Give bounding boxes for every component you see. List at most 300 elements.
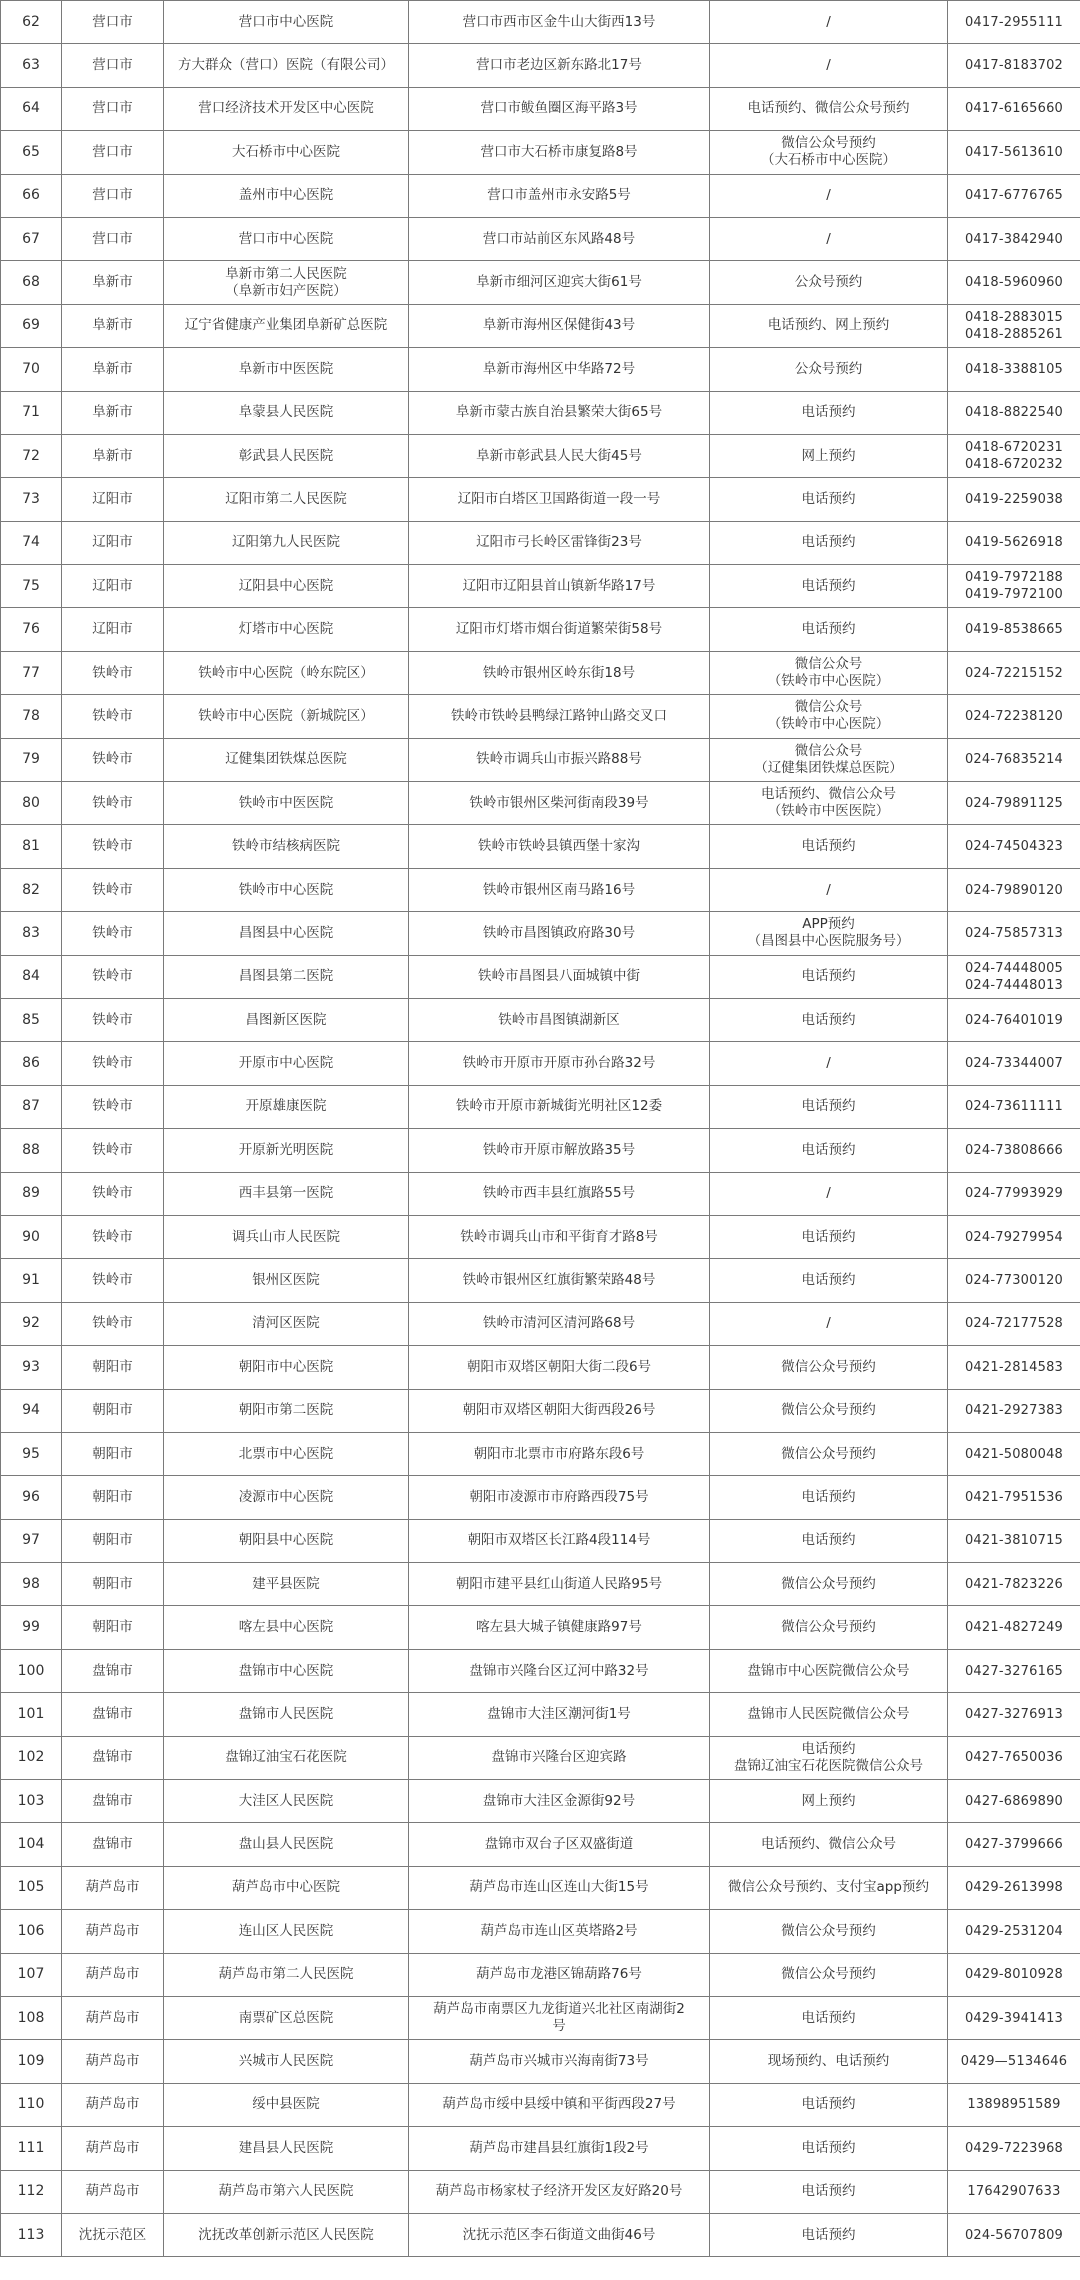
row-number: 90 <box>1 1215 62 1258</box>
phone-cell: 024-72238120 <box>948 695 1080 738</box>
table-row <box>1 1563 1080 1606</box>
address-cell: 葫芦岛市连山区连山大街15号 <box>409 1866 710 1909</box>
appointment-method-cell: 电话预约 盘锦辽油宝石花医院微信公众号 <box>710 1736 948 1779</box>
table-row <box>1 261 1080 304</box>
city-cell: 盘锦市 <box>62 1736 164 1779</box>
appointment-method-cell: 电话预约 <box>710 2083 948 2126</box>
city-cell: 葫芦岛市 <box>62 2040 164 2083</box>
table-row <box>1 955 1080 998</box>
city-cell: 铁岭市 <box>62 1042 164 1085</box>
hospital-name-cell: 绥中县医院 <box>164 2083 409 2126</box>
address-cell: 葫芦岛市南票区九龙街道兴北社区南湖街2 号 <box>409 1996 710 2039</box>
table-row <box>1 2213 1080 2256</box>
table-row <box>1 391 1080 434</box>
table-row <box>1 1346 1080 1389</box>
city-cell: 铁岭市 <box>62 1302 164 1345</box>
table-row <box>1 1172 1080 1215</box>
table-row <box>1 1432 1080 1475</box>
table-row <box>1 738 1080 781</box>
city-cell: 葫芦岛市 <box>62 2127 164 2170</box>
address-cell: 葫芦岛市龙港区锦葫路76号 <box>409 1953 710 1996</box>
row-number: 73 <box>1 478 62 521</box>
hospital-name-cell: 大石桥市中心医院 <box>164 131 409 174</box>
row-number: 100 <box>1 1649 62 1692</box>
address-cell: 盘锦市双台子区双盛街道 <box>409 1823 710 1866</box>
table-row <box>1 348 1080 391</box>
row-number: 102 <box>1 1736 62 1779</box>
row-number: 86 <box>1 1042 62 1085</box>
address-cell: 铁岭市昌图镇湖新区 <box>409 998 710 1041</box>
address-cell: 喀左县大城子镇健康路97号 <box>409 1606 710 1649</box>
table-row <box>1 868 1080 911</box>
address-cell: 铁岭市开原市新城街光明社区12委 <box>409 1085 710 1128</box>
city-cell: 葫芦岛市 <box>62 1866 164 1909</box>
address-cell: 盘锦市大洼区金源街92号 <box>409 1780 710 1823</box>
row-number: 89 <box>1 1172 62 1215</box>
address-cell: 铁岭市银州区岭东街18号 <box>409 651 710 694</box>
appointment-method-cell: / <box>710 1042 948 1085</box>
row-number: 103 <box>1 1780 62 1823</box>
city-cell: 铁岭市 <box>62 1085 164 1128</box>
city-cell: 朝阳市 <box>62 1476 164 1519</box>
hospital-name-cell: 大洼区人民医院 <box>164 1780 409 1823</box>
phone-cell: 0429-3941413 <box>948 1996 1080 2039</box>
address-cell: 朝阳市双塔区朝阳大街西段26号 <box>409 1389 710 1432</box>
phone-cell: 024-73611111 <box>948 1085 1080 1128</box>
phone-cell: 0417-3842940 <box>948 217 1080 260</box>
address-cell: 阜新市海州区保健街43号 <box>409 304 710 347</box>
appointment-method-cell: 电话预约、微信公众号预约 <box>710 87 948 130</box>
city-cell: 铁岭市 <box>62 1129 164 1172</box>
hospital-name-cell: 铁岭市中心医院（新城院区） <box>164 695 409 738</box>
appointment-method-cell: 电话预约 <box>710 998 948 1041</box>
city-cell: 铁岭市 <box>62 825 164 868</box>
appointment-method-cell: 电话预约 <box>710 1519 948 1562</box>
row-number: 98 <box>1 1563 62 1606</box>
table-row <box>1 174 1080 217</box>
address-cell: 铁岭市银州区红旗街繁荣路48号 <box>409 1259 710 1302</box>
appointment-method-cell: APP预约 （昌图县中心医院服务号） <box>710 912 948 955</box>
city-cell: 铁岭市 <box>62 782 164 825</box>
row-number: 77 <box>1 651 62 694</box>
appointment-method-cell: 网上预约 <box>710 1780 948 1823</box>
appointment-method-cell: 电话预约 <box>710 391 948 434</box>
city-cell: 朝阳市 <box>62 1606 164 1649</box>
row-number: 99 <box>1 1606 62 1649</box>
city-cell: 朝阳市 <box>62 1563 164 1606</box>
table-row <box>1 998 1080 1041</box>
city-cell: 辽阳市 <box>62 521 164 564</box>
city-cell: 阜新市 <box>62 434 164 477</box>
row-number: 72 <box>1 434 62 477</box>
phone-cell: 024-79891125 <box>948 782 1080 825</box>
city-cell: 营口市 <box>62 87 164 130</box>
hospital-name-cell: 辽阳市第二人民医院 <box>164 478 409 521</box>
table-row <box>1 131 1080 174</box>
table-row <box>1 44 1080 87</box>
hospital-name-cell: 清河区医院 <box>164 1302 409 1345</box>
address-cell: 铁岭市西丰县红旗路55号 <box>409 1172 710 1215</box>
address-cell: 阜新市蒙古族自治县繁荣大街65号 <box>409 391 710 434</box>
address-cell: 沈抚示范区李石街道文曲街46号 <box>409 2213 710 2256</box>
phone-cell: 0421-2927383 <box>948 1389 1080 1432</box>
city-cell: 营口市 <box>62 174 164 217</box>
address-cell: 铁岭市昌图镇政府路30号 <box>409 912 710 955</box>
row-number: 82 <box>1 868 62 911</box>
hospital-name-cell: 铁岭市结核病医院 <box>164 825 409 868</box>
row-number: 69 <box>1 304 62 347</box>
table-row <box>1 521 1080 564</box>
phone-cell: 024-56707809 <box>948 2213 1080 2256</box>
phone-cell: 0427-6869890 <box>948 1780 1080 1823</box>
hospital-name-cell: 朝阳县中心医院 <box>164 1519 409 1562</box>
hospital-name-cell: 昌图县中心医院 <box>164 912 409 955</box>
hospital-name-cell: 铁岭市中医医院 <box>164 782 409 825</box>
row-number: 64 <box>1 87 62 130</box>
table-row <box>1 304 1080 347</box>
address-cell: 葫芦岛市兴城市兴海南街73号 <box>409 2040 710 2083</box>
appointment-method-cell: 电话预约、网上预约 <box>710 304 948 347</box>
phone-cell: 0421-7951536 <box>948 1476 1080 1519</box>
phone-cell: 0421-5080048 <box>948 1432 1080 1475</box>
hospital-name-cell: 朝阳市第二医院 <box>164 1389 409 1432</box>
city-cell: 铁岭市 <box>62 1215 164 1258</box>
phone-cell: 0429-2531204 <box>948 1910 1080 1953</box>
table-row <box>1 1389 1080 1432</box>
phone-cell: 0429-2613998 <box>948 1866 1080 1909</box>
hospital-name-cell: 辽宁省健康产业集团阜新矿总医院 <box>164 304 409 347</box>
appointment-method-cell: 微信公众号预约 <box>710 1346 948 1389</box>
phone-cell: 024-79279954 <box>948 1215 1080 1258</box>
appointment-method-cell: 微信公众号 （铁岭市中心医院） <box>710 695 948 738</box>
appointment-method-cell: 网上预约 <box>710 434 948 477</box>
table-row <box>1 1085 1080 1128</box>
phone-cell: 024-79890120 <box>948 868 1080 911</box>
address-cell: 营口市盖州市永安路5号 <box>409 174 710 217</box>
hospital-name-cell: 盘锦辽油宝石花医院 <box>164 1736 409 1779</box>
city-cell: 葫芦岛市 <box>62 1953 164 1996</box>
row-number: 81 <box>1 825 62 868</box>
hospital-name-cell: 营口经济技术开发区中心医院 <box>164 87 409 130</box>
appointment-method-cell: 电话预约 <box>710 2213 948 2256</box>
appointment-method-cell: / <box>710 217 948 260</box>
phone-cell: 024-75857313 <box>948 912 1080 955</box>
row-number: 78 <box>1 695 62 738</box>
city-cell: 铁岭市 <box>62 1259 164 1302</box>
hospital-name-cell: 铁岭市中心医院 <box>164 868 409 911</box>
address-cell: 营口市鲅鱼圈区海平路3号 <box>409 87 710 130</box>
row-number: 97 <box>1 1519 62 1562</box>
phone-cell: 0421-2814583 <box>948 1346 1080 1389</box>
appointment-method-cell: 微信公众号预约 <box>710 1563 948 1606</box>
phone-cell: 0417-6776765 <box>948 174 1080 217</box>
appointment-method-cell: 盘锦市中心医院微信公众号 <box>710 1649 948 1692</box>
phone-cell: 0429—5134646 <box>948 2040 1080 2083</box>
hospital-name-cell: 辽健集团铁煤总医院 <box>164 738 409 781</box>
address-cell: 盘锦市兴隆台区辽河中路32号 <box>409 1649 710 1692</box>
hospital-name-cell: 建昌县人民医院 <box>164 2127 409 2170</box>
address-cell: 铁岭市昌图县八面城镇中街 <box>409 955 710 998</box>
address-cell: 铁岭市清河区清河路68号 <box>409 1302 710 1345</box>
phone-cell: 024-73344007 <box>948 1042 1080 1085</box>
city-cell: 营口市 <box>62 1 164 44</box>
phone-cell: 0427-7650036 <box>948 1736 1080 1779</box>
phone-cell: 024-73808666 <box>948 1129 1080 1172</box>
phone-cell: 0418-2883015 0418-2885261 <box>948 304 1080 347</box>
address-cell: 阜新市细河区迎宾大街61号 <box>409 261 710 304</box>
hospital-name-cell: 彰武县人民医院 <box>164 434 409 477</box>
address-cell: 辽阳市灯塔市烟台街道繁荣街58号 <box>409 608 710 651</box>
address-cell: 营口市站前区东风路48号 <box>409 217 710 260</box>
city-cell: 葫芦岛市 <box>62 1910 164 1953</box>
hospital-name-cell: 辽阳县中心医院 <box>164 565 409 608</box>
hospital-name-cell: 辽阳第九人民医院 <box>164 521 409 564</box>
row-number: 106 <box>1 1910 62 1953</box>
row-number: 63 <box>1 44 62 87</box>
phone-cell: 0421-7823226 <box>948 1563 1080 1606</box>
phone-cell: 024-76835214 <box>948 738 1080 781</box>
row-number: 104 <box>1 1823 62 1866</box>
phone-cell: 024-77300120 <box>948 1259 1080 1302</box>
phone-cell: 024-74448005 024-74448013 <box>948 955 1080 998</box>
appointment-method-cell: 电话预约 <box>710 825 948 868</box>
row-number: 111 <box>1 2127 62 2170</box>
phone-cell: 0417-2955111 <box>948 1 1080 44</box>
hospital-name-cell: 葫芦岛市第二人民医院 <box>164 1953 409 1996</box>
phone-cell: 0427-3799666 <box>948 1823 1080 1866</box>
table-row <box>1 912 1080 955</box>
hospital-name-cell: 北票市中心医院 <box>164 1432 409 1475</box>
row-number: 91 <box>1 1259 62 1302</box>
city-cell: 沈抚示范区 <box>62 2213 164 2256</box>
appointment-method-cell: 电话预约 <box>710 1259 948 1302</box>
phone-cell: 0418-5960960 <box>948 261 1080 304</box>
appointment-method-cell: 电话预约 <box>710 1996 948 2039</box>
address-cell: 铁岭市开原市开原市孙台路32号 <box>409 1042 710 1085</box>
address-cell: 铁岭市调兵山市振兴路88号 <box>409 738 710 781</box>
address-cell: 铁岭市铁岭县鸭绿江路钟山路交叉口 <box>409 695 710 738</box>
city-cell: 铁岭市 <box>62 1172 164 1215</box>
phone-cell: 0419-8538665 <box>948 608 1080 651</box>
city-cell: 辽阳市 <box>62 565 164 608</box>
city-cell: 辽阳市 <box>62 478 164 521</box>
row-number: 94 <box>1 1389 62 1432</box>
city-cell: 盘锦市 <box>62 1780 164 1823</box>
hospital-name-cell: 开原市中心医院 <box>164 1042 409 1085</box>
row-number: 67 <box>1 217 62 260</box>
city-cell: 铁岭市 <box>62 651 164 694</box>
table-row <box>1 1910 1080 1953</box>
table-row <box>1 1476 1080 1519</box>
table-row <box>1 1953 1080 1996</box>
address-cell: 盘锦市大洼区潮河街1号 <box>409 1693 710 1736</box>
table-row <box>1 1129 1080 1172</box>
city-cell: 铁岭市 <box>62 868 164 911</box>
city-cell: 辽阳市 <box>62 608 164 651</box>
row-number: 105 <box>1 1866 62 1909</box>
appointment-method-cell: 电话预约、微信公众号 （铁岭市中医医院） <box>710 782 948 825</box>
phone-cell: 0427-3276165 <box>948 1649 1080 1692</box>
city-cell: 营口市 <box>62 217 164 260</box>
address-cell: 朝阳市双塔区长江路4段114号 <box>409 1519 710 1562</box>
appointment-method-cell: 电话预约 <box>710 955 948 998</box>
phone-cell: 0419-5626918 <box>948 521 1080 564</box>
appointment-method-cell: 微信公众号预约 <box>710 1389 948 1432</box>
appointment-method-cell: 电话预约 <box>710 565 948 608</box>
table-row <box>1 1649 1080 1692</box>
phone-cell: 0429-7223968 <box>948 2127 1080 2170</box>
address-cell: 朝阳市双塔区朝阳大街二段6号 <box>409 1346 710 1389</box>
appointment-method-cell: / <box>710 1172 948 1215</box>
hospital-name-cell: 营口市中心医院 <box>164 1 409 44</box>
hospital-name-cell: 兴城市人民医院 <box>164 2040 409 2083</box>
address-cell: 葫芦岛市建昌县红旗街1段2号 <box>409 2127 710 2170</box>
hospital-name-cell: 阜蒙县人民医院 <box>164 391 409 434</box>
city-cell: 铁岭市 <box>62 912 164 955</box>
row-number: 79 <box>1 738 62 781</box>
phone-cell: 0417-5613610 <box>948 131 1080 174</box>
phone-cell: 024-77993929 <box>948 1172 1080 1215</box>
appointment-method-cell: / <box>710 868 948 911</box>
city-cell: 铁岭市 <box>62 998 164 1041</box>
table-row <box>1 1042 1080 1085</box>
hospital-name-cell: 阜新市第二人民医院 （阜新市妇产医院） <box>164 261 409 304</box>
row-number: 95 <box>1 1432 62 1475</box>
row-number: 66 <box>1 174 62 217</box>
table-row <box>1 434 1080 477</box>
phone-cell: 17642907633 <box>948 2170 1080 2213</box>
hospital-name-cell: 调兵山市人民医院 <box>164 1215 409 1258</box>
row-number: 113 <box>1 2213 62 2256</box>
phone-cell: 0417-6165660 <box>948 87 1080 130</box>
table-row <box>1 2170 1080 2213</box>
address-cell: 辽阳市辽阳县首山镇新华路17号 <box>409 565 710 608</box>
appointment-method-cell: 微信公众号 （辽健集团铁煤总医院） <box>710 738 948 781</box>
hospital-name-cell: 连山区人民医院 <box>164 1910 409 1953</box>
city-cell: 朝阳市 <box>62 1346 164 1389</box>
row-number: 88 <box>1 1129 62 1172</box>
table-row <box>1 1823 1080 1866</box>
appointment-method-cell: 电话预约 <box>710 2127 948 2170</box>
hospital-name-cell: 朝阳市中心医院 <box>164 1346 409 1389</box>
appointment-method-cell: 盘锦市人民医院微信公众号 <box>710 1693 948 1736</box>
hospital-name-cell: 盘锦市中心医院 <box>164 1649 409 1692</box>
appointment-method-cell: 微信公众号预约 <box>710 1910 948 1953</box>
appointment-method-cell: / <box>710 44 948 87</box>
row-number: 92 <box>1 1302 62 1345</box>
city-cell: 营口市 <box>62 44 164 87</box>
table-row <box>1 651 1080 694</box>
phone-cell: 0417-8183702 <box>948 44 1080 87</box>
table-row <box>1 1693 1080 1736</box>
city-cell: 铁岭市 <box>62 955 164 998</box>
phone-cell: 0421-4827249 <box>948 1606 1080 1649</box>
row-number: 75 <box>1 565 62 608</box>
row-number: 110 <box>1 2083 62 2126</box>
table-row <box>1 1215 1080 1258</box>
table-body <box>1 1 1080 2257</box>
city-cell: 朝阳市 <box>62 1432 164 1475</box>
row-number: 74 <box>1 521 62 564</box>
appointment-method-cell: / <box>710 1302 948 1345</box>
address-cell: 朝阳市建平县红山街道人民路95号 <box>409 1563 710 1606</box>
address-cell: 铁岭市银州区南马路16号 <box>409 868 710 911</box>
hospital-name-cell: 葫芦岛市第六人民医院 <box>164 2170 409 2213</box>
row-number: 85 <box>1 998 62 1041</box>
row-number: 84 <box>1 955 62 998</box>
table-row <box>1 1259 1080 1302</box>
hospital-name-cell: 银州区医院 <box>164 1259 409 1302</box>
city-cell: 铁岭市 <box>62 738 164 781</box>
phone-cell: 024-72177528 <box>948 1302 1080 1345</box>
phone-cell: 024-74504323 <box>948 825 1080 868</box>
address-cell: 铁岭市铁岭县镇西堡十家沟 <box>409 825 710 868</box>
row-number: 96 <box>1 1476 62 1519</box>
hospital-name-cell: 营口市中心医院 <box>164 217 409 260</box>
table-row <box>1 1302 1080 1345</box>
phone-cell: 0418-8822540 <box>948 391 1080 434</box>
address-cell: 葫芦岛市杨家杖子经济开发区友好路20号 <box>409 2170 710 2213</box>
appointment-method-cell: 电话预约 <box>710 521 948 564</box>
hospital-name-cell: 沈抚改革创新示范区人民医院 <box>164 2213 409 2256</box>
city-cell: 盘锦市 <box>62 1693 164 1736</box>
address-cell: 朝阳市北票市市府路东段6号 <box>409 1432 710 1475</box>
city-cell: 盘锦市 <box>62 1823 164 1866</box>
table-row <box>1 2083 1080 2126</box>
appointment-method-cell: 微信公众号预约、支付宝app预约 <box>710 1866 948 1909</box>
row-number: 87 <box>1 1085 62 1128</box>
appointment-method-cell: 电话预约 <box>710 1085 948 1128</box>
appointment-method-cell: / <box>710 1 948 44</box>
appointment-method-cell: 电话预约 <box>710 1129 948 1172</box>
city-cell: 朝阳市 <box>62 1519 164 1562</box>
address-cell: 朝阳市凌源市市府路西段75号 <box>409 1476 710 1519</box>
hospital-name-cell: 葫芦岛市中心医院 <box>164 1866 409 1909</box>
city-cell: 阜新市 <box>62 391 164 434</box>
hospital-name-cell: 开原雄康医院 <box>164 1085 409 1128</box>
appointment-method-cell: 微信公众号预约 <box>710 1606 948 1649</box>
row-number: 68 <box>1 261 62 304</box>
hospital-name-cell: 南票矿区总医院 <box>164 1996 409 2039</box>
hospital-name-cell: 西丰县第一医院 <box>164 1172 409 1215</box>
row-number: 62 <box>1 1 62 44</box>
phone-cell: 0427-3276913 <box>948 1693 1080 1736</box>
phone-cell: 0418-6720231 0418-6720232 <box>948 434 1080 477</box>
phone-cell: 0429-8010928 <box>948 1953 1080 1996</box>
phone-cell: 0419-2259038 <box>948 478 1080 521</box>
address-cell: 铁岭市开原市解放路35号 <box>409 1129 710 1172</box>
appointment-method-cell: 电话预约 <box>710 1215 948 1258</box>
phone-cell: 0421-3810715 <box>948 1519 1080 1562</box>
appointment-method-cell: 微信公众号预约 <box>710 1953 948 1996</box>
hospital-name-cell: 开原新光明医院 <box>164 1129 409 1172</box>
phone-cell: 024-76401019 <box>948 998 1080 1041</box>
phone-cell: 0419-7972188 0419-7972100 <box>948 565 1080 608</box>
address-cell: 辽阳市白塔区卫国路街道一段一号 <box>409 478 710 521</box>
appointment-method-cell: 电话预约、微信公众号 <box>710 1823 948 1866</box>
row-number: 108 <box>1 1996 62 2039</box>
hospital-name-cell: 喀左县中心医院 <box>164 1606 409 1649</box>
table-row <box>1 1996 1080 2039</box>
hospital-name-cell: 方大群众（营口）医院（有限公司） <box>164 44 409 87</box>
appointment-method-cell: 现场预约、电话预约 <box>710 2040 948 2083</box>
city-cell: 葫芦岛市 <box>62 2083 164 2126</box>
appointment-method-cell: 微信公众号预约 （大石桥市中心医院） <box>710 131 948 174</box>
hospital-name-cell: 昌图新区医院 <box>164 998 409 1041</box>
row-number: 107 <box>1 1953 62 1996</box>
appointment-method-cell: 微信公众号 （铁岭市中心医院） <box>710 651 948 694</box>
table-row <box>1 1 1080 44</box>
